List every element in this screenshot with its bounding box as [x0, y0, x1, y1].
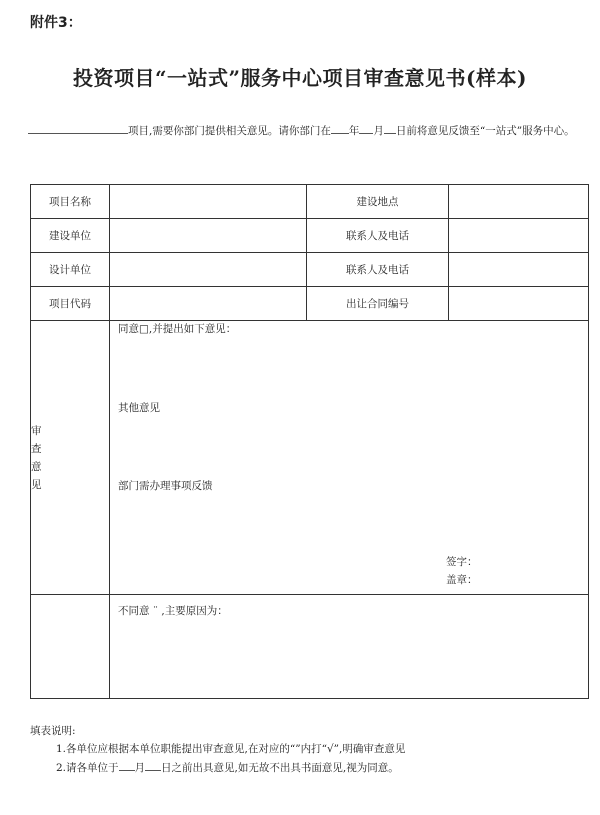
- dept-feedback-label: 部门需办理事项反馈: [118, 480, 213, 492]
- intro-text-2: 日前将意见反馈至“一站式”服务中心。: [395, 125, 575, 137]
- year-blank[interactable]: [331, 121, 349, 134]
- label-construction-site: 建设地点: [307, 185, 449, 219]
- label-design-unit: 设计单位: [31, 253, 110, 287]
- table-row: [31, 253, 589, 287]
- field-construction-unit[interactable]: [110, 219, 307, 253]
- field-contact-phone-1[interactable]: [449, 219, 589, 253]
- signature-label: 签字：: [446, 556, 478, 568]
- intro-paragraph: [28, 120, 588, 142]
- label-review-opinion: 审查意见: [31, 321, 110, 595]
- table-row: [31, 595, 589, 699]
- attachment-label: 附件3：: [30, 15, 82, 31]
- instructions-heading: 填表说明:: [30, 725, 76, 737]
- instruction-item-1: 1.各单位应根据本单位职能提出审查意见,在对应的“”内打“√”,明确审查意见: [56, 743, 406, 755]
- agree-opinion-cell[interactable]: [110, 321, 589, 595]
- table-row: [31, 219, 589, 253]
- instruction-2-text-b: 日之前出具意见,如无故不出具书面意见,视为同意。: [161, 762, 399, 774]
- instruction-2-text-a: 2.请各单位于: [56, 762, 119, 774]
- deadline-day-blank[interactable]: [145, 758, 161, 771]
- disagree-label-cell: [31, 595, 110, 699]
- review-form-table: [30, 184, 589, 699]
- label-project-code: 项目代码: [31, 287, 110, 321]
- project-name-blank[interactable]: [28, 121, 128, 134]
- intro-year: 年: [348, 125, 360, 137]
- agree-option: 同意□,并提出如下意见：: [118, 323, 237, 335]
- day-blank[interactable]: [384, 121, 396, 134]
- deadline-month-blank[interactable]: [119, 758, 135, 771]
- instruction-2-month: 月: [134, 762, 146, 774]
- field-contact-phone-2[interactable]: [449, 253, 589, 287]
- label-contact-phone-1: 联系人及电话: [307, 219, 449, 253]
- label-contact-phone-2: 联系人及电话: [307, 253, 449, 287]
- disagree-option: 不同意 ¨ ,主要原因为：: [118, 605, 228, 617]
- form-instructions: [30, 722, 405, 777]
- field-design-unit[interactable]: [110, 253, 307, 287]
- table-row: [31, 185, 589, 219]
- field-contract-number[interactable]: [449, 287, 589, 321]
- label-project-name: 项目名称: [31, 185, 110, 219]
- other-opinions-label: 其他意见: [118, 402, 160, 414]
- table-row: [31, 321, 589, 595]
- page-title: 投资项目“一站式”服务中心项目审查意见书(样本): [73, 66, 527, 90]
- month-blank[interactable]: [359, 121, 373, 134]
- instruction-item-2: [30, 758, 405, 777]
- disagree-opinion-cell[interactable]: [110, 595, 589, 699]
- table-row: [31, 287, 589, 321]
- seal-label: 盖章：: [446, 574, 478, 586]
- field-construction-site[interactable]: [449, 185, 589, 219]
- intro-text-1: 项目,需要你部门提供相关意见。请你部门在: [128, 125, 331, 137]
- intro-month: 月: [373, 125, 384, 137]
- label-contract-number: 出让合同编号: [307, 287, 449, 321]
- field-project-name[interactable]: [110, 185, 307, 219]
- label-construction-unit: 建设单位: [31, 219, 110, 253]
- field-project-code[interactable]: [110, 287, 307, 321]
